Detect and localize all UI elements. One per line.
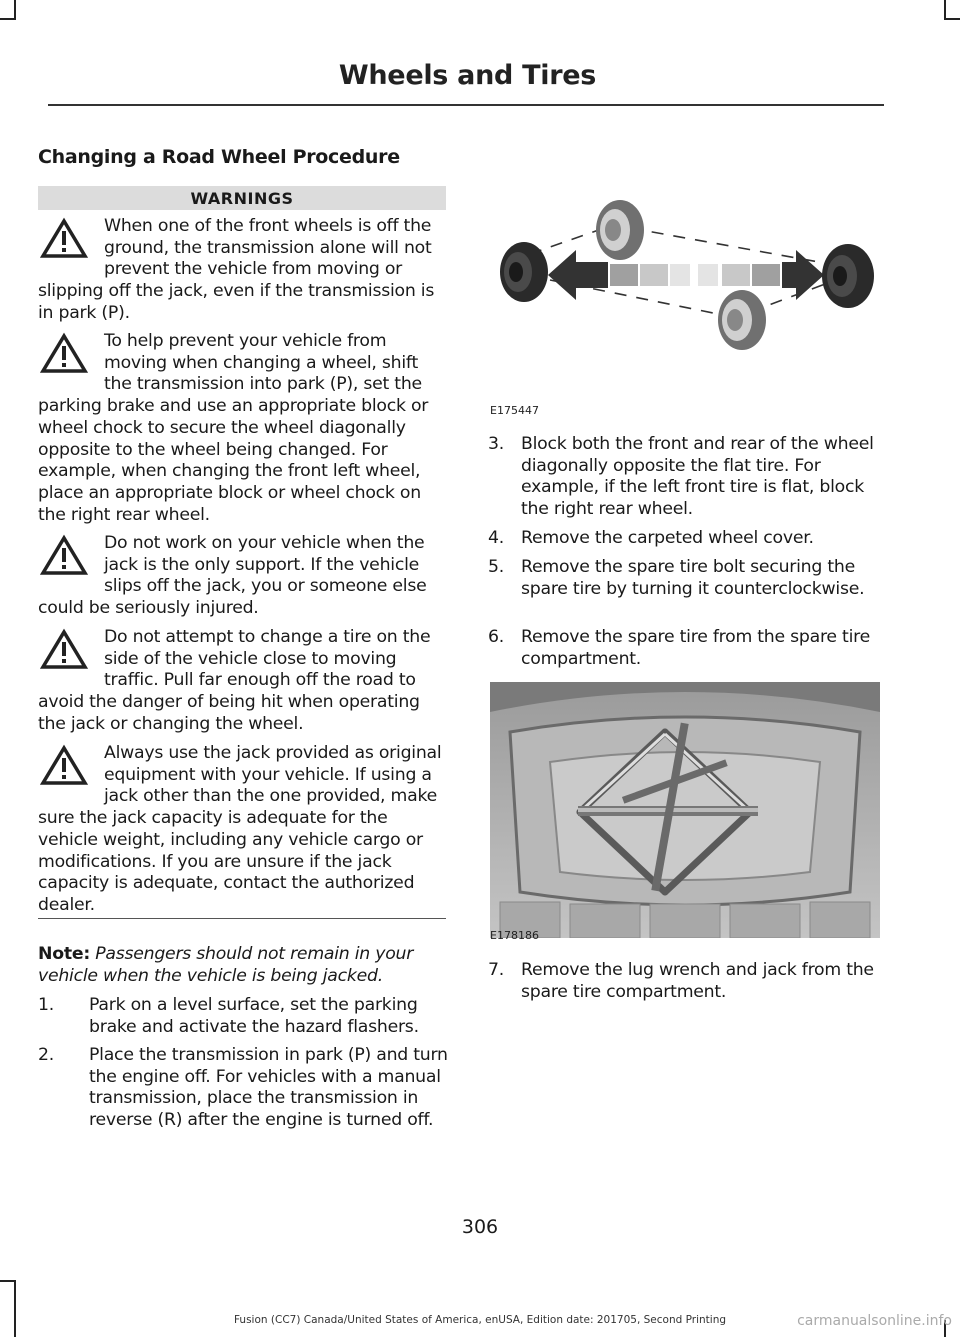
step-number: 5. [488,557,504,577]
warning-triangle-icon [38,743,104,803]
warning-text: To help prevent your vehicle from moving when changing a wheel, shift the transmission into park (P), set the parking brake and use an appropriate block or wheel chock to secure the wheel diagonally opposite to the wheel being changed. For example, when changing the front left wheel, place an appropriate block or wheel chock on the right rear wheel. [38,331,429,525]
warning-triangle-icon [38,216,104,276]
section-title: Changing a Road Wheel Procedure [38,146,400,168]
step-4 [488,528,884,550]
warning-triangle-icon [38,533,104,593]
note-label: Note: [38,944,90,964]
step-number: 7. [488,960,504,980]
step-text: Place the transmission in park (P) and turn the engine off. For vehicles with a manual transmission, place the transmission in reverse (R) after the engine is turned off. [89,1045,448,1131]
step-text: Remove the spare tire from the spare tire compartment. [521,627,870,669]
figure-code: E175447 [490,404,539,417]
crop-mark [14,1280,16,1337]
crop-mark [0,1280,16,1282]
spare-tire-compartment-photo [490,682,880,938]
step-text: Remove the lug wrench and jack from the spare tire compartment. [521,960,874,1002]
wheel-chock-diagram [490,180,882,400]
warning-triangle-icon [38,331,104,391]
step-2 [38,1045,448,1132]
step-number: 6. [488,627,504,647]
warning-4 [38,627,448,736]
step-text: Remove the spare tire bolt securing the spare tire by turning it counterclockwise. [521,557,865,599]
footer-edition: Fusion (CC7) Canada/United States of America, enUSA, Edition date: 201705, Second Printing [233,1314,727,1326]
step-number: 2. [38,1045,54,1065]
step-text: Remove the carpeted wheel cover. [521,528,814,548]
step-5 [488,557,884,600]
note [38,944,448,987]
header-divider [48,104,884,106]
warning-text: Do not work on your vehicle when the jack is the only support. If the vehicle slips off the jack, you or someone else could be seriously injured. [38,533,427,619]
warnings-divider [38,918,446,919]
step-number: 1. [38,995,54,1015]
step-number: 3. [488,434,504,454]
figure-code: E178186 [490,929,539,942]
crop-mark [14,0,16,20]
step-text: Block both the front and rear of the wheel diagonally opposite the flat tire. For example, if the left front tire is flat, block the right rear wheel. [521,434,874,520]
crop-mark [0,18,16,20]
crop-mark [944,0,946,20]
warning-2 [38,331,448,526]
page-header-title: Wheels and Tires [338,60,596,91]
note-text: Passengers should not remain in your vehicle when the vehicle is being jacked. [38,944,414,986]
warning-5 [38,743,448,917]
step-number: 4. [488,528,504,548]
step-6 [488,627,884,670]
watermark: carmanualsonline.info [797,1313,952,1329]
step-text: Park on a level surface, set the parking brake and activate the hazard flashers. [89,995,419,1037]
warning-3 [38,533,448,620]
crop-mark [944,18,960,20]
warning-1 [38,216,448,325]
warnings-heading: WARNINGS [38,186,446,210]
warning-triangle-icon [38,627,104,687]
warning-text: When one of the front wheels is off the ground, the transmission alone will not prevent the vehicle from moving or slipping off the jack, even if the transmission is in park (P). [38,216,435,323]
step-3 [488,434,884,521]
page-number: 306 [461,1216,499,1238]
step-7 [488,960,884,1003]
step-1 [38,995,448,1038]
warning-text: Do not attempt to change a tire on the side of the vehicle close to moving traffic. Pull far enough off the road to avoid the danger of being hit when operating the jack or changing the wheel. [38,627,431,734]
warning-text: Always use the jack provided as original equipment with your vehicle. If using a jack other than the one provided, make sure the jack capacity is adequate for the vehicle weight, including any vehicle cargo or modifications. If you are unsure if the jack capacity is adequate, contact the authorized dealer. [38,743,442,915]
